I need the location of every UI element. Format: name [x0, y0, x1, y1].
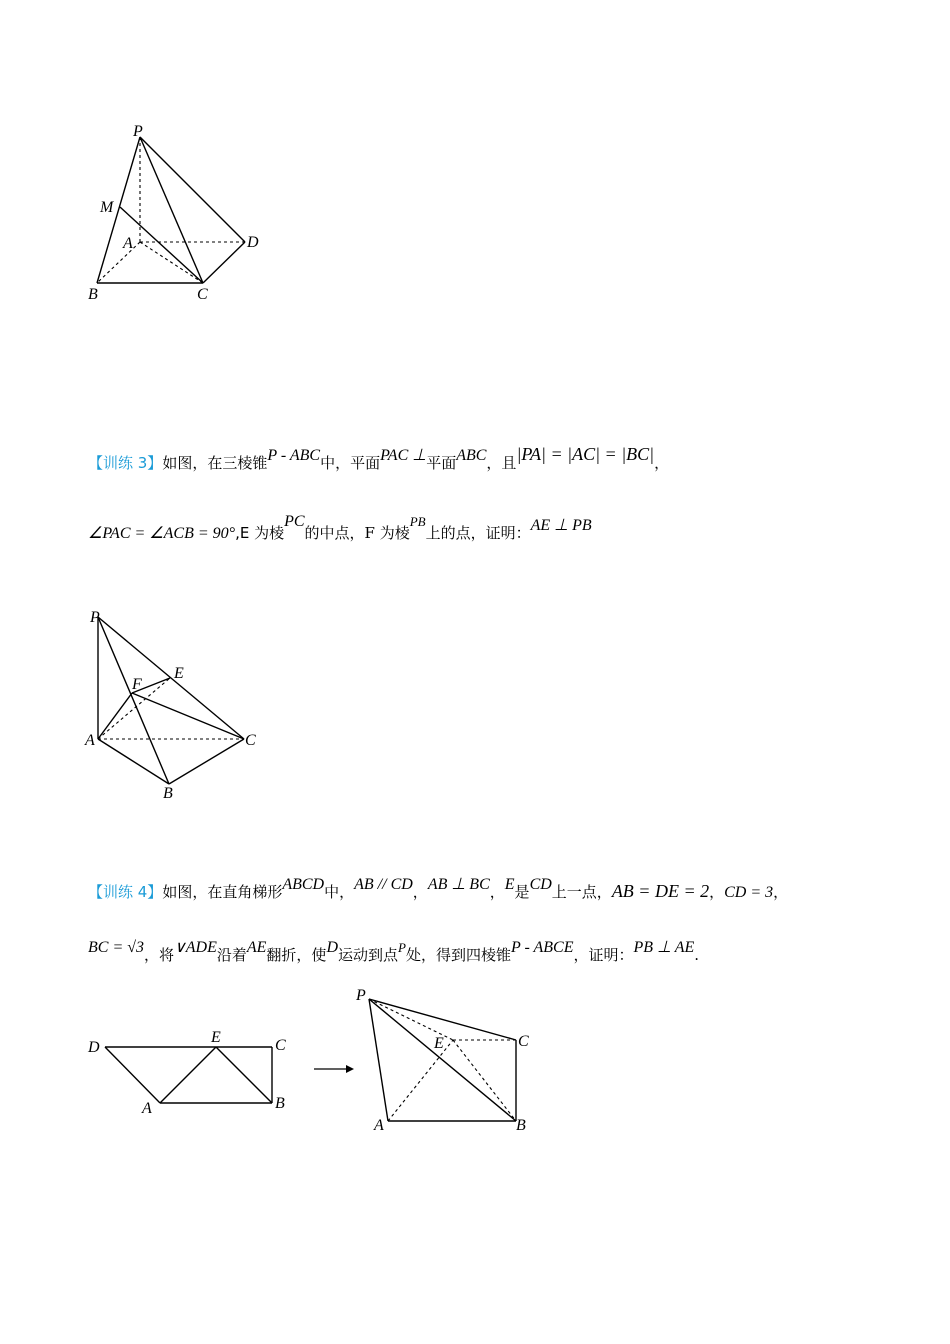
figure-trapezoid — [80, 1020, 300, 1120]
problem3-plane-pac: PAC ⊥ — [380, 447, 427, 464]
label-p: P — [90, 609, 100, 626]
problem4-pyramid: P - ABCE — [510, 939, 574, 956]
figure-pyramid-pabc — [80, 600, 280, 810]
edge-pb — [369, 999, 516, 1121]
label-b: B — [516, 1117, 526, 1134]
label-e: E — [434, 1035, 444, 1052]
label-b: B — [163, 785, 173, 802]
label-e: E — [211, 1029, 221, 1046]
figure-pyramid-pabcd — [80, 115, 280, 315]
problem3-line2 — [88, 513, 592, 544]
edge-cd — [203, 242, 245, 283]
problem4-text11: 翻折，使 — [266, 946, 327, 964]
edge-fc — [132, 693, 244, 739]
label-f: F — [132, 676, 142, 693]
problem4-bc-len: BC = √3 — [88, 939, 145, 956]
problem4-point-e: E — [504, 876, 515, 893]
problem4-text8: ， — [773, 883, 789, 901]
edge-da — [105, 1047, 160, 1103]
figure-pyramid-pabce — [350, 980, 550, 1140]
problem4-perp: AB ⊥ BC — [427, 876, 490, 893]
problem4-text5: 是 — [514, 883, 530, 901]
label-a: A — [85, 732, 95, 749]
problem4-trapezoid: ABCD — [282, 876, 325, 893]
problem3-edge-pc: PC — [284, 513, 305, 530]
label-c: C — [518, 1033, 529, 1050]
problem4-triangle: ∨ADE — [174, 939, 217, 956]
problem3-pyramid: P - ABC — [267, 447, 321, 464]
problem4-text9: ，将 — [144, 946, 175, 964]
problem3-text5: ， — [654, 454, 670, 472]
edge-pc — [140, 137, 203, 283]
problem3-tag: 【训练 3】 — [88, 454, 163, 472]
problem4-point-d: D — [326, 939, 338, 956]
problem4-line2 — [88, 939, 700, 966]
label-d: D — [247, 234, 259, 251]
problem4-goal: PB ⊥ AE — [633, 939, 695, 956]
edge-pd — [140, 137, 245, 242]
problem4-text12: 运动到点 — [338, 946, 399, 964]
edge-eb — [453, 1040, 516, 1121]
edge-pa — [369, 999, 388, 1121]
edge-pc — [98, 617, 244, 739]
problem3-text2: 中，平面 — [320, 454, 381, 472]
label-d: D — [88, 1039, 100, 1056]
problem4-text10: 沿着 — [216, 946, 247, 964]
label-p: P — [356, 987, 366, 1004]
edge-ae — [160, 1047, 216, 1103]
label-b: B — [275, 1095, 285, 1112]
label-p: P — [133, 123, 143, 140]
problem4-text4: ， — [489, 883, 505, 901]
edge-bc — [169, 739, 244, 784]
problem4-parallel: AB // CD — [354, 876, 413, 893]
problem4-point-p: P — [398, 940, 406, 955]
figure-pyramid-pabce-svg — [350, 980, 550, 1140]
problem4-tag: 【训练 4】 — [88, 883, 163, 901]
label-e: E — [174, 665, 184, 682]
figure-pyramid-pabc-svg — [80, 600, 280, 810]
label-c: C — [275, 1037, 286, 1054]
edge-ae — [388, 1040, 453, 1121]
figure-pyramid-pabcd-svg — [80, 115, 280, 315]
problem4-cd-len: CD = 3 — [724, 884, 774, 901]
label-c: C — [197, 286, 208, 303]
problem4-text15: . — [694, 946, 700, 964]
problem4-text2: 中， — [324, 883, 355, 901]
problem3-text4: ，且 — [486, 454, 517, 472]
problem3-text7: 的中点，F 为棱 — [304, 524, 410, 542]
problem4-segment-ae: AE — [246, 939, 267, 956]
problem3-lengths: |PA| = |AC| = |BC| — [516, 444, 655, 464]
problem4-text1: 如图，在直角梯形 — [162, 883, 283, 901]
edge-ab — [98, 739, 169, 784]
label-a: A — [123, 235, 133, 252]
problem4-text3: ， — [412, 883, 428, 901]
edge-pb — [98, 617, 169, 784]
problem4-text6: 上一点， — [551, 883, 612, 901]
edge-pc — [369, 999, 516, 1040]
problem3-edge-pb: PB — [409, 514, 426, 529]
problem4-line1 — [88, 876, 789, 903]
problem4-text14: ，证明： — [573, 946, 634, 964]
label-m: M — [100, 199, 114, 216]
problem4-ab-de: AB = DE = 2 — [611, 881, 710, 901]
edge-eb — [216, 1047, 272, 1103]
label-a: A — [374, 1117, 384, 1134]
problem3-plane-abc: ABC — [456, 447, 487, 464]
problem3-text3: 平面 — [426, 454, 457, 472]
problem4-text7: ， — [709, 883, 725, 901]
problem3-text8: 上的点，证明： — [425, 524, 531, 542]
problem3-line1 — [88, 444, 670, 474]
problem3-goal: AE ⊥ PB — [530, 517, 592, 534]
problem4-segment-cd: CD — [529, 876, 552, 893]
label-b: B — [88, 286, 98, 303]
figure-trapezoid-svg — [80, 1020, 300, 1120]
problem3-text1: 如图，在三棱锥 — [162, 454, 268, 472]
label-a: A — [142, 1100, 152, 1117]
problem3-angles: ∠PAC = ∠ACB = 90° — [88, 525, 236, 542]
problem3-text6: ,E 为棱 — [235, 524, 285, 542]
label-c: C — [245, 732, 256, 749]
problem4-text13: 处，得到四棱锥 — [405, 946, 511, 964]
edge-af — [98, 693, 132, 739]
